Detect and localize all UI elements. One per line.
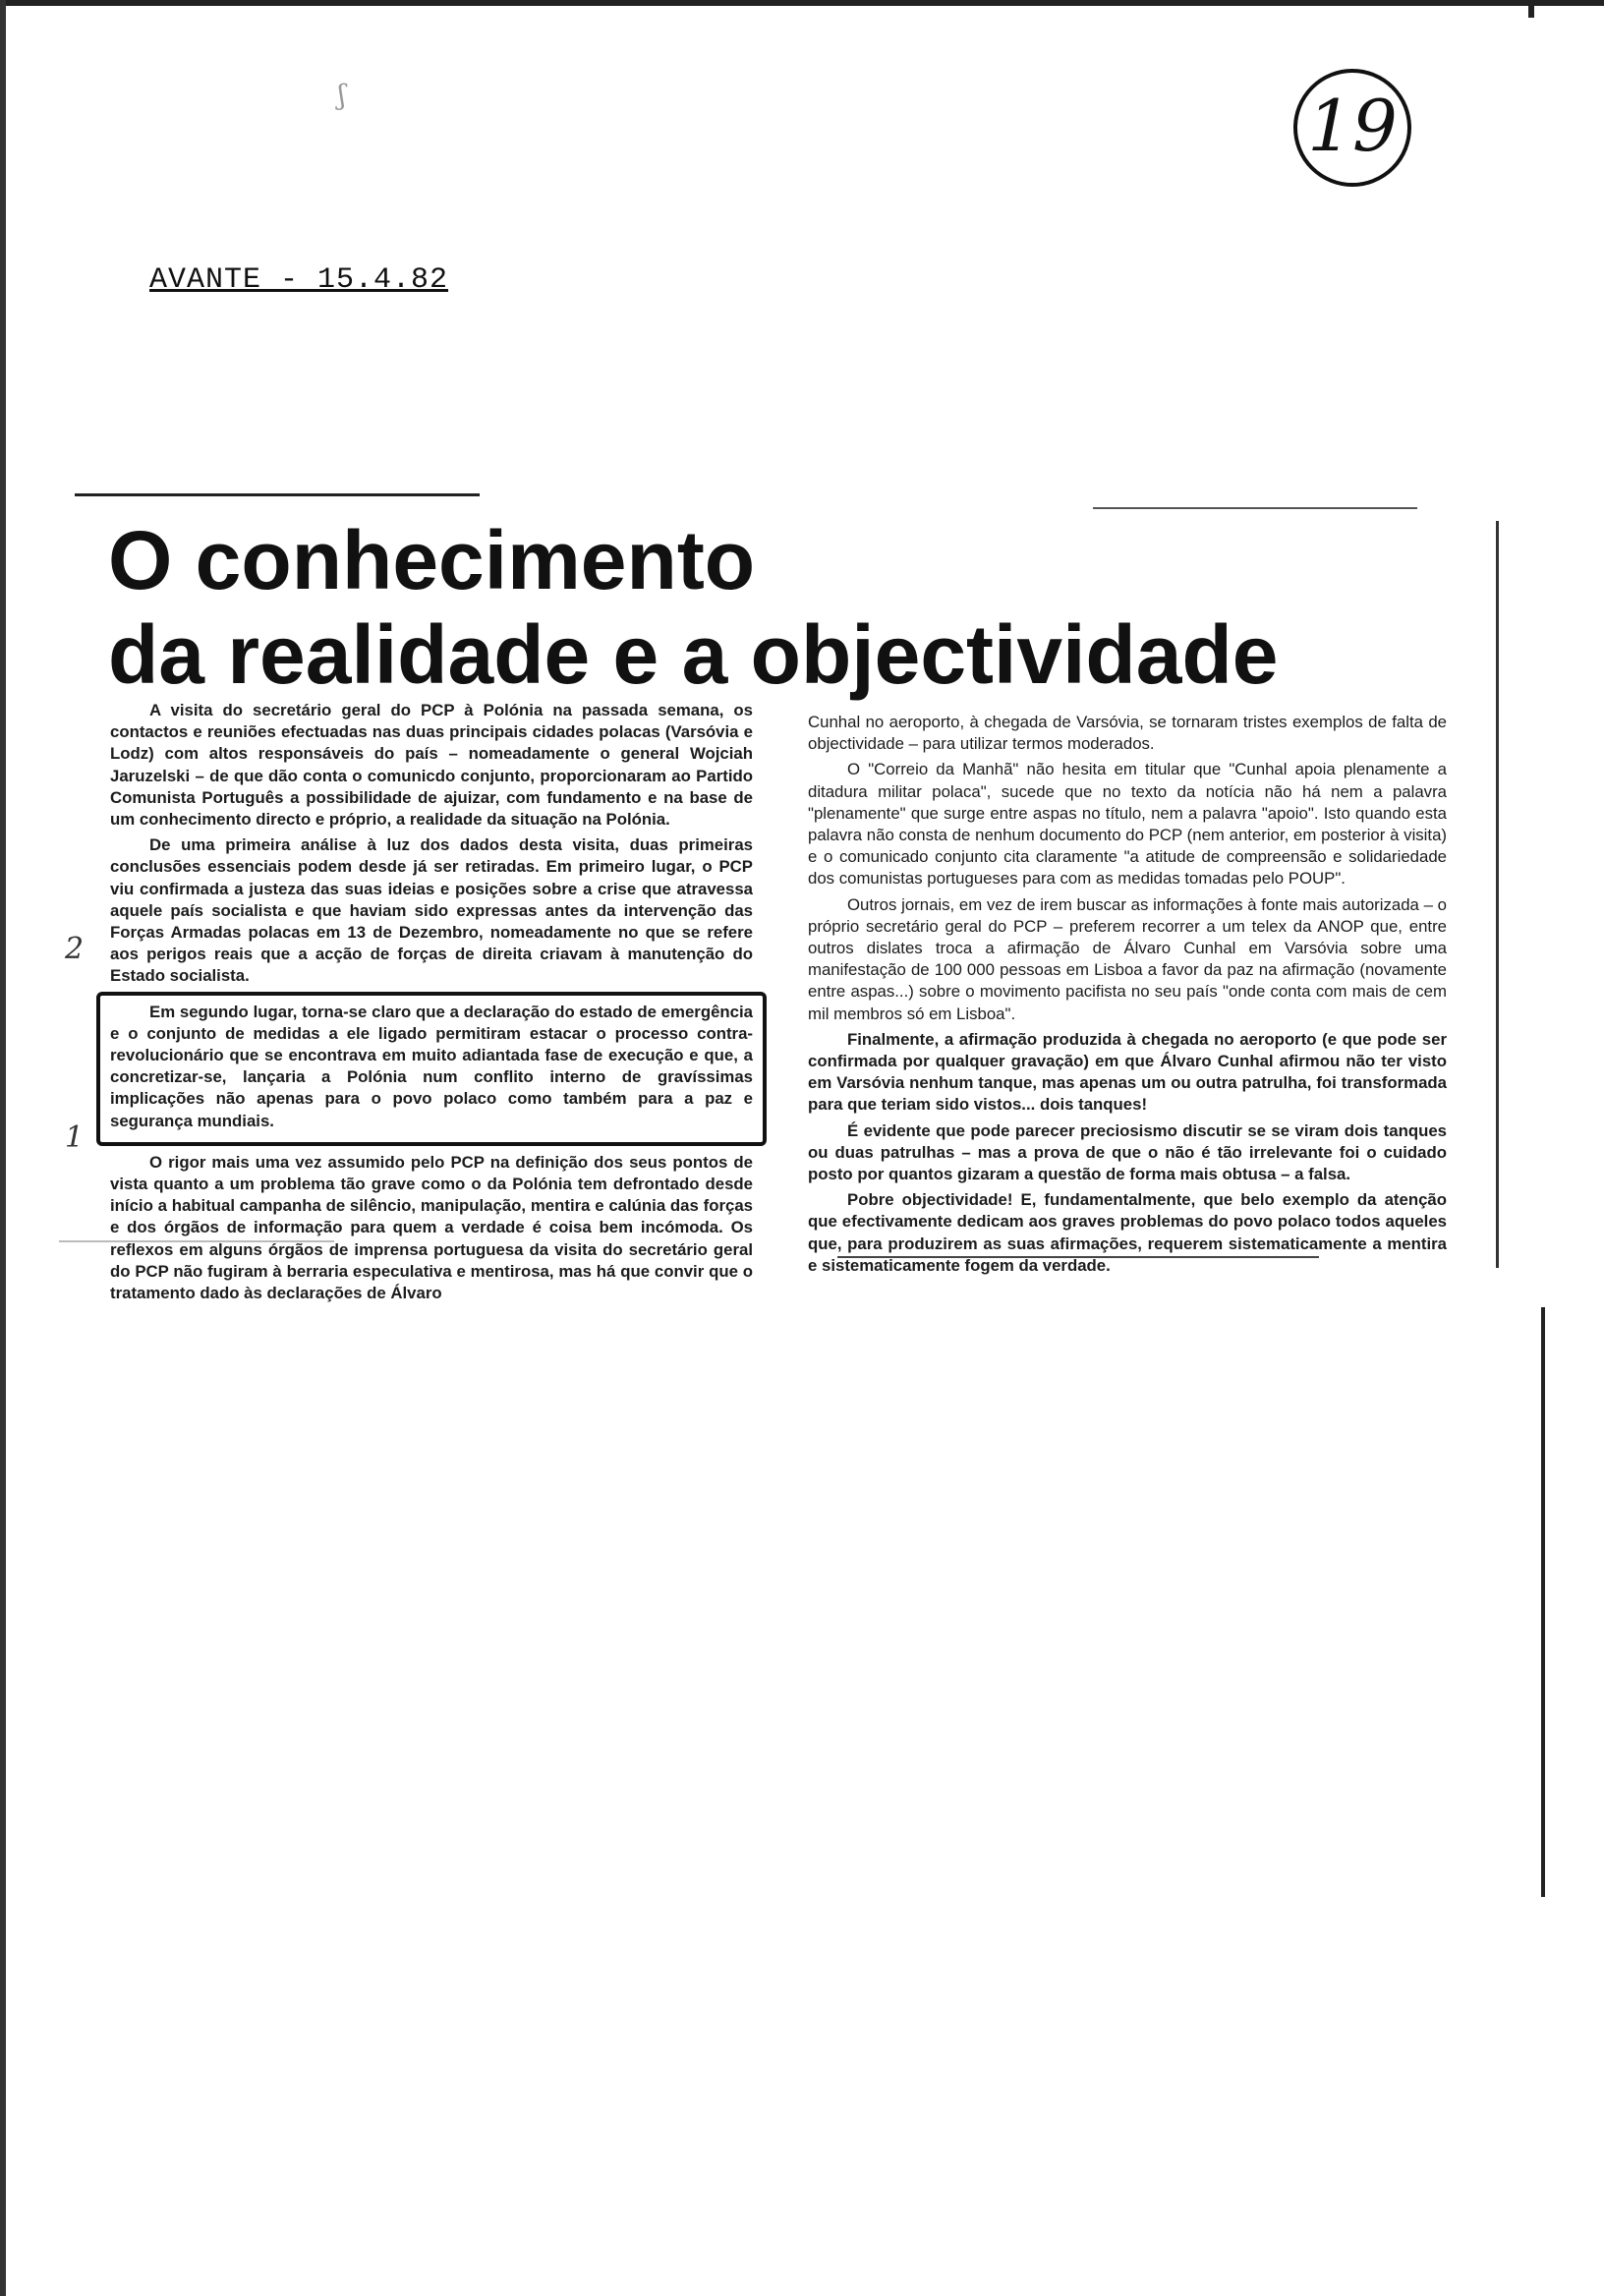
headline-line-1: O conhecimento [108, 514, 756, 606]
paragraph: Pobre objectividade! E, fundamentalmente, que belo exemplo da atenção que efectivamente dedicam aos graves problemas do povo polaco todos aqueles que, para produzirem as suas afirmações, requerem sistematicamente a mentira e sistematicamente fogem da verdade. [808, 1190, 1447, 1275]
headline-line-2: da realidade e a objectividade [108, 608, 1279, 701]
scan-smudge: ʃ [338, 79, 346, 111]
rule-top-left [75, 493, 480, 496]
paragraph: Finalmente, a afirmação produzida à chegada no aeroporto (e que pode ser confirmada por qualquer gravação) em que Álvaro Cunhal afirmou não ter visto em Varsóvia nenhum tanque, mas apenas um ou outra patrulha, foi transformada para que teriam sido vistos... dois tanques! [808, 1029, 1447, 1115]
scan-border-top [0, 0, 1604, 6]
paragraph: É evidente que pode parecer preciosismo discutir se se viram dois tanques ou duas patrulhas – mas a prova de que o não é tão irrelevante foi o cuidado posto por quantos gizaram a questão de forma mais obtusa – a falsa. [808, 1120, 1447, 1184]
page-number-circled: 19 [1293, 69, 1411, 187]
clipping-edge-far-right [1541, 1307, 1545, 1897]
scan-border-left [0, 0, 6, 2296]
paragraph: Outros jornais, em vez de irem buscar as informações à fonte mais autorizada – o próprio secretário geral do PCP – preferem recorrer a um telex da ANOP que, entre outros dislates troca a afirmação de Álvaro Cunhal em Varsóvia sobre uma manifestação de 100 000 pessoas em Lisboa a favor da paz na afirmação (novamente entre aspas...) sobre o movimento pacifista no seu país "onde conta com mais de cem mil membros só em Lisboa". [808, 894, 1447, 1023]
hand-drawn-box [96, 992, 767, 1146]
source-line: AVANTE - 15.4.82 [149, 263, 449, 297]
margin-annotation-1: 1 [65, 1120, 85, 1155]
paragraph: O rigor mais uma vez assumido pelo PCP na definição dos seus pontos de vista quanto a um problema tão grave como o da Polónia tem defrontado desde início a habitual campanha de silêncio, manipulação, mentira e calúnia das forças e dos órgãos de informação para quem a verdade é coisa bem incómoda. Os reflexos em alguns órgãos de imprensa portuguesa da visita do secretário geral do PCP não fugiram à berraria especulativa e mentirosa, mas há que convir que o tratamento dado às declarações de Álvaro [110, 1152, 753, 1303]
paragraph-boxed: Em segundo lugar, torna-se claro que a declaração do estado de emergência e o conjunto de medidas a ele ligado permitiram estacar o processo contra-revolucionário que se encontrava em muito adiantada fase de execução e que, a concretizar-se, lançaria a Polónia num conflito interno de gravíssimas implicações não apenas para o povo polaco como também para a paz e segurança mundiais. [110, 1002, 753, 1130]
clipping-edge-right [1496, 521, 1499, 1268]
paragraph: De uma primeira análise à luz dos dados desta visita, duas primeiras conclusões essenciais podem desde já ser retiradas. Em primeiro lugar, o PCP viu confirmada a justeza das suas ideias e posições sobre a crise que atravessa aquele país socialista e que haviam sido expressas antes da intervenção das Forças Armadas polacas em 13 de Dezembro, nomeadamente no que se refere aos perigos reais que a acção de forças de direita criavam à manutenção do Estado socialista. [110, 835, 753, 986]
article-column-left [110, 700, 753, 1308]
paragraph: Cunhal no aeroporto, à chegada de Varsóvia, se tornaram tristes exemplos de falta de objectividade – para utilizar termos moderados. [808, 713, 1447, 754]
margin-annotation-2: 2 [65, 932, 85, 966]
article-headline [108, 513, 1484, 702]
paragraph: O "Correio da Manhã" não hesita em titular que "Cunhal apoia plenamente a ditadura militar polaca", sucede que no texto da notícia não há nem a palavra "plenamente" que surge entre aspas no título, nem a palavra "apoio". Isto quando esta palavra não consta de nenhum documento do PCP (nem anterior, em posterior à visita) e o comunicado conjunto cita claramente "a atitude de compreensão e solidariedade dos comunistas portugueses para com as medidas tomadas pelo POUP". [808, 760, 1447, 889]
article-column-right [808, 712, 1447, 1281]
corner-mark [1528, 0, 1534, 18]
paragraph: A visita do secretário geral do PCP à Polónia na passada semana, os contactos e reuniões efectuadas nas duas principais cidades polacas (Varsóvia e Lodz) com altos responsáveis do país – nomeadamente o general Wojciah Jaruzelski – de que dão conta o comunicdo conjunto, proporcionaram ao Partido Comunista Português a possibilidade de ajuizar, com fundamento e na base de um conhecimento directo e próprio, a realidade da situação na Polónia. [110, 701, 753, 830]
rule-top-right [1093, 507, 1417, 509]
